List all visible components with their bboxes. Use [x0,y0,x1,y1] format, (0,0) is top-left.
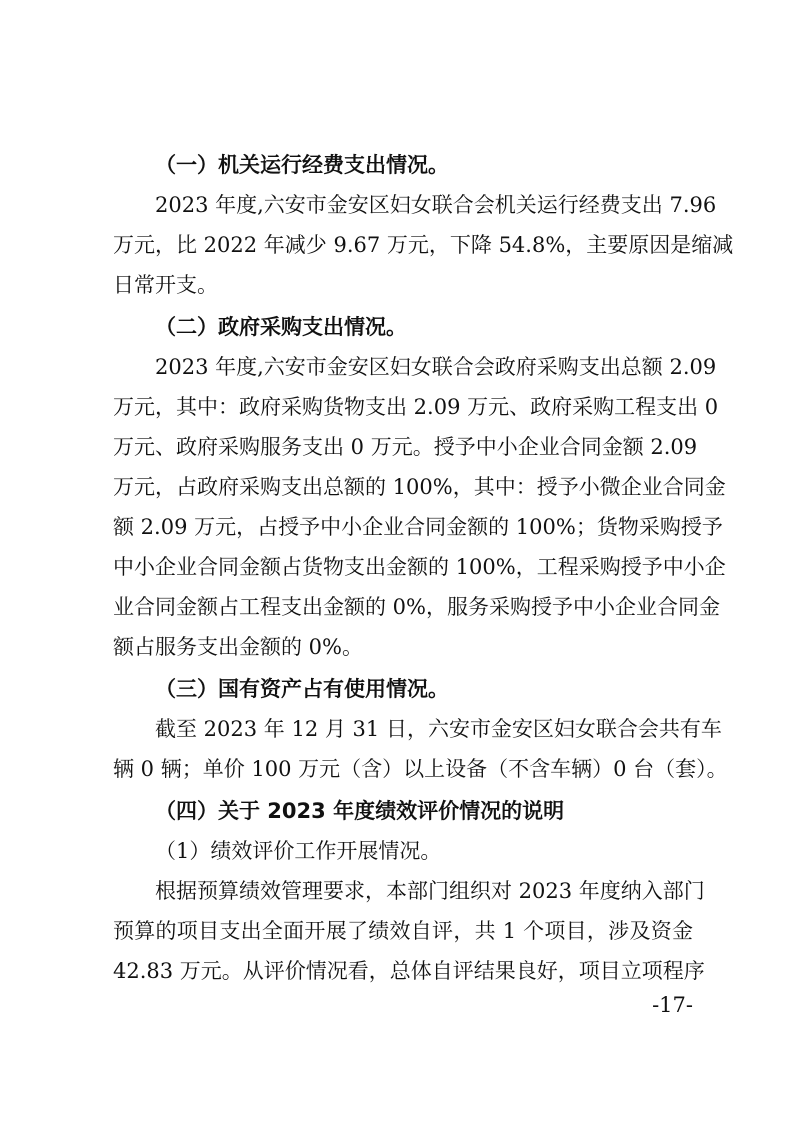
paragraph-line: 中小企业合同金额占货物支出金额的 100%，工程采购授予中小企 [113,555,726,579]
paragraph-line: 2023 年度,六安市金安区妇女联合会机关运行经费支出 7.96 [113,193,717,217]
paragraph-line: 日常开支。 [113,273,218,297]
section-heading-2: （二）政府采购支出情况。 [155,315,407,339]
section-heading-3: （三）国有资产占有使用情况。 [155,677,449,701]
paragraph-line: 万元，其中：政府采购货物支出 2.09 万元、政府采购工程支出 0 [113,395,719,419]
paragraph-line: 万元，比 2022 年减少 9.67 万元，下降 54.8%，主要原因是缩减 [113,233,734,257]
paragraph-line: 预算的项目支出全面开展了绩效自评，共 1 个项目，涉及资金 [113,919,693,943]
paragraph-line: 42.83 万元。从评价情况看，总体自评结果良好，项目立项程序 [113,959,705,983]
paragraph-line: 业合同金额占工程支出金额的 0%，服务采购授予中小企业合同金 [113,595,720,619]
paragraph-line: 2023 年度,六安市金安区妇女联合会政府采购支出总额 2.09 [113,355,717,379]
document-body [113,145,734,991]
paragraph-line: 截至 2023 年 12 月 31 日，六安市金安区妇女联合会共有车 [113,717,722,741]
paragraph-line: 万元、政府采购服务支出 0 万元。授予中小企业合同金额 2.09 [113,435,698,459]
paragraph-line: 根据预算绩效管理要求，本部门组织对 2023 年度纳入部门 [113,879,705,903]
paragraph-line: 辆 0 辆；单价 100 万元（含）以上设备（不含车辆）0 台（套）。 [113,757,728,781]
paragraph-line: 额 2.09 万元，占授予中小企业合同金额的 100%；货物采购授予 [113,515,723,539]
section-heading-1: （一）机关运行经费支出情况。 [155,153,449,177]
section-heading-4: （四）关于 2023 年度绩效评价情况的说明 [155,799,565,823]
paragraph-line: 额占服务支出金额的 0%。 [113,635,363,659]
subsection-heading: （1）绩效评价工作开展情况。 [155,839,442,863]
paragraph-line: 万元，占政府采购支出总额的 100%，其中：授予小微企业合同金 [113,475,726,499]
page-number: -17- [652,993,693,1017]
